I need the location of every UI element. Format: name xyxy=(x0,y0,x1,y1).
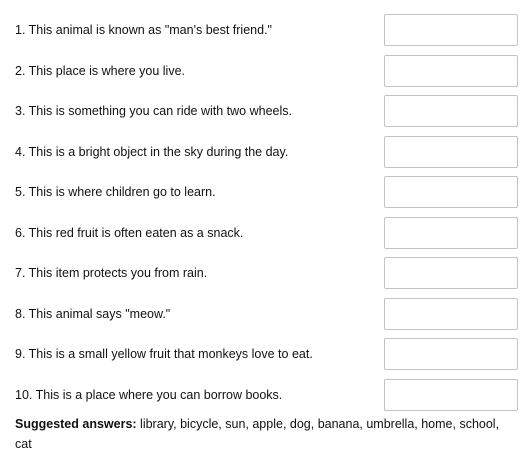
answer-input-4[interactable] xyxy=(384,136,518,168)
question-text-7: 7. This item protects you from rain. xyxy=(15,266,208,280)
question-text-1: 1. This animal is known as "man's best friend." xyxy=(15,23,272,37)
question-row-7 xyxy=(0,257,532,289)
answer-input-8[interactable] xyxy=(384,298,518,330)
answer-input-10[interactable] xyxy=(384,379,518,411)
question-row-5 xyxy=(0,176,532,208)
question-row-1 xyxy=(0,14,532,46)
suggested-answers-list: library, bicycle, sun, apple, dog, banana, umbrella, home, school, cat xyxy=(15,417,500,451)
answer-input-5[interactable] xyxy=(384,176,518,208)
question-text-9: 9. This is a small yellow fruit that monkeys love to eat. xyxy=(15,347,313,361)
question-text-5: 5. This is where children go to learn. xyxy=(15,185,216,199)
answer-input-9[interactable] xyxy=(384,338,518,370)
question-row-10 xyxy=(0,379,532,411)
answer-input-6[interactable] xyxy=(384,217,518,249)
answer-input-7[interactable] xyxy=(384,257,518,289)
question-text-2: 2. This place is where you live. xyxy=(15,64,185,78)
suggested-answers xyxy=(15,414,515,454)
answer-input-3[interactable] xyxy=(384,95,518,127)
question-text-6: 6. This red fruit is often eaten as a snack. xyxy=(15,226,244,240)
answer-input-2[interactable] xyxy=(384,55,518,87)
question-row-9 xyxy=(0,338,532,370)
question-row-2 xyxy=(0,55,532,87)
question-text-4: 4. This is a bright object in the sky during the day. xyxy=(15,145,289,159)
answer-input-1[interactable] xyxy=(384,14,518,46)
suggested-answers-label: Suggested answers: xyxy=(15,417,137,431)
question-text-10: 10. This is a place where you can borrow books. xyxy=(15,388,283,402)
question-text-8: 8. This animal says "meow." xyxy=(15,307,171,321)
question-row-6 xyxy=(0,217,532,249)
question-row-3 xyxy=(0,95,532,127)
question-row-8 xyxy=(0,298,532,330)
question-row-4 xyxy=(0,136,532,168)
question-text-3: 3. This is something you can ride with two wheels. xyxy=(15,104,292,118)
